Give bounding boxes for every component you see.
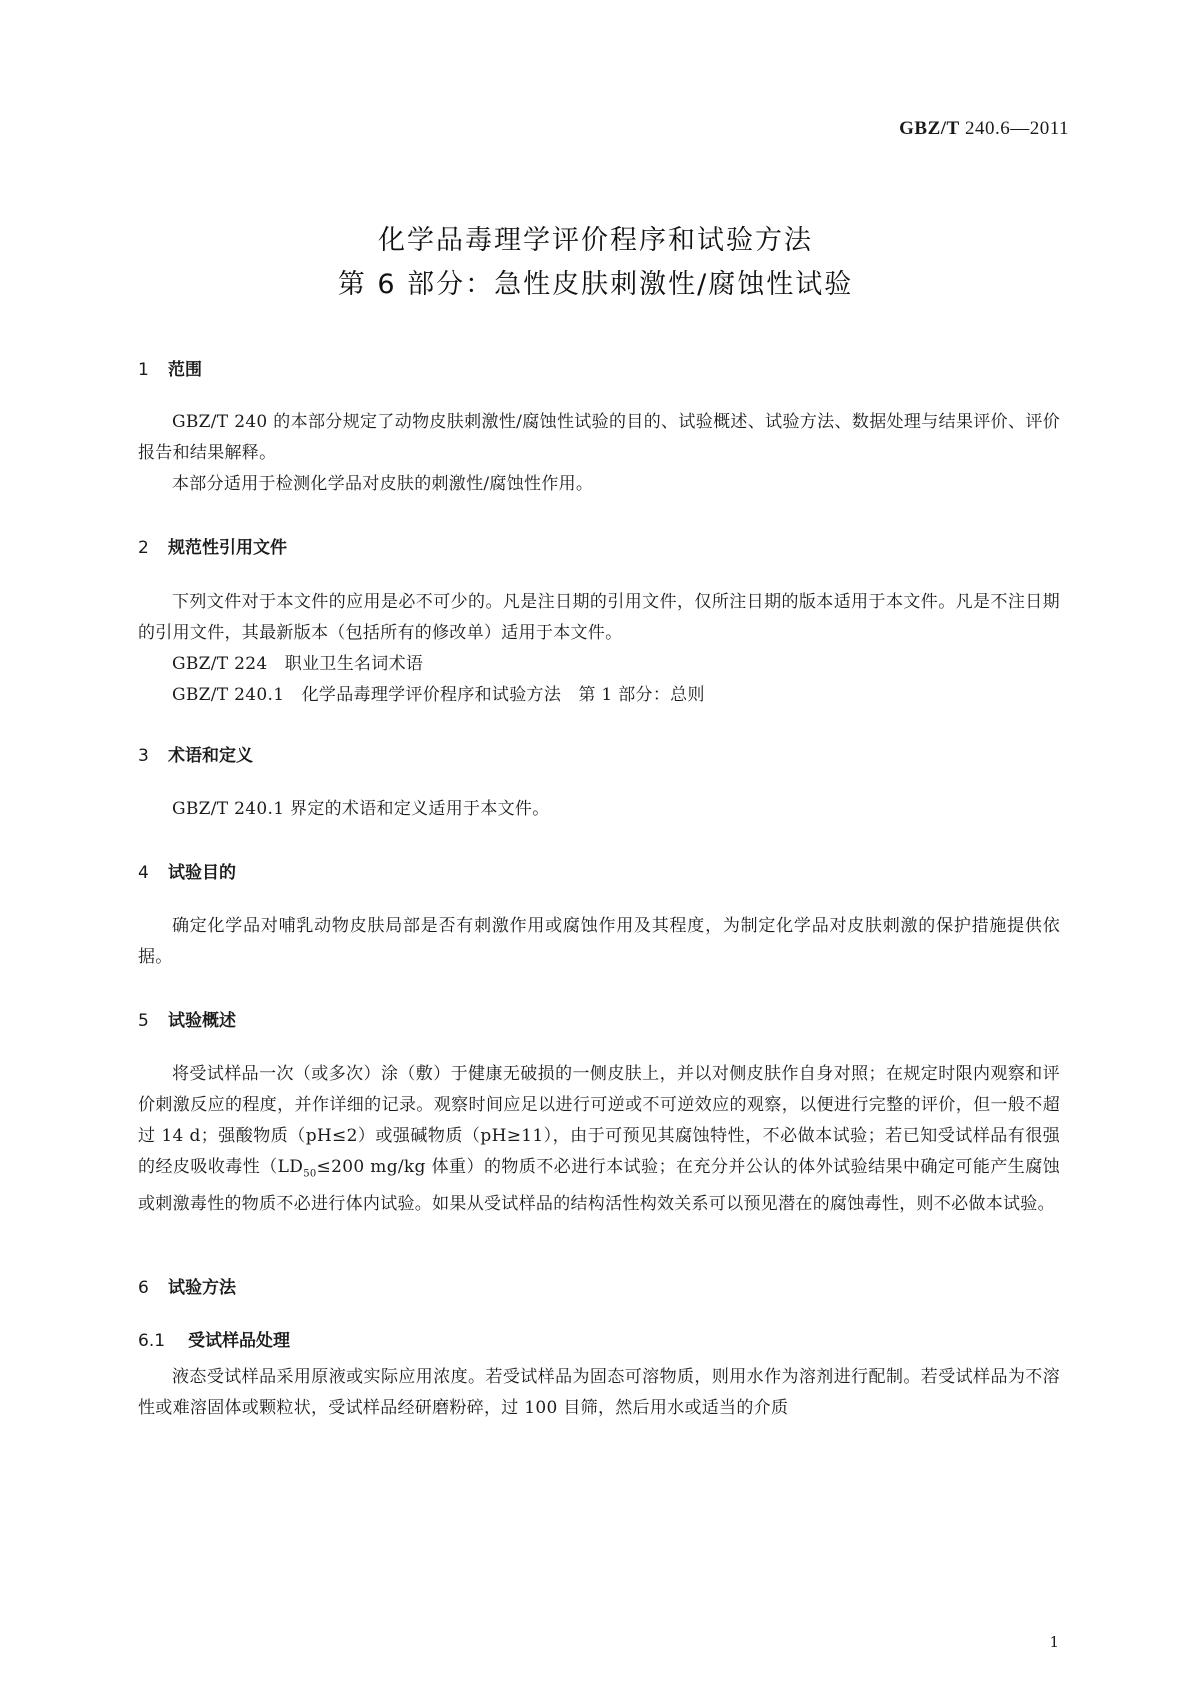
section-1-paragraph-1: GBZ/T 240 的本部分规定了动物皮肤刺激性/腐蚀性试验的目的、试验概述、试验方法、数据处理与结果评价、评价报告和结果解释。 xyxy=(138,412,1060,463)
section-1-heading xyxy=(138,355,202,380)
section-4-heading xyxy=(138,858,236,883)
subsection-6-1-paragraph-1: 液态受试样品采用原液或实际应用浓度。若受试样品为固态可溶物质，则用水作为溶剂进行配制。若受试样品为不溶性或难溶固体或颗粒状，受试样品经研磨粉碎，过 100 目筛，然后用水或适当的介质 xyxy=(138,1367,1060,1418)
subsection-title: 受试样品处理 xyxy=(188,1331,290,1351)
section-number: 1 xyxy=(138,360,149,380)
document-title-line2: 第 6 部分：急性皮肤刺激性/腐蚀性试验 xyxy=(337,269,854,300)
subsection-6-1-heading xyxy=(138,1326,290,1351)
section-2-paragraph-1: 下列文件对于本文件的应用是必不可少的。凡是注日期的引用文件，仅所注日期的版本适用于本文件。凡是不注日期的引用文件，其最新版本（包括所有的修改单）适用于本文件。 xyxy=(138,592,1060,643)
section-2-heading xyxy=(138,533,287,558)
paragraph-text-part-2: ≤200 mg/kg 体重）的物质不必进行本试验；在充分并公认的体外试验结果中确定可能产生腐蚀或刺激毒性的物质不必进行体内试验。如果从受试样品的结构活性构效关系可以预见潜在的腐蚀毒性，则不必做本试验。 xyxy=(138,1157,1061,1215)
ld50-subscript: 50 xyxy=(303,1168,317,1180)
section-number: 3 xyxy=(138,746,149,766)
section-6-heading xyxy=(138,1273,236,1298)
section-title: 范围 xyxy=(168,360,202,380)
normative-reference-2: GBZ/T 240.1 化学品毒理学评价程序和试验方法 第 1 部分：总则 xyxy=(172,685,705,705)
section-5-paragraph-1 xyxy=(138,1059,1060,1220)
page-number: 1 xyxy=(1049,1633,1059,1651)
section-number: 5 xyxy=(138,1011,149,1031)
document-title-line1: 化学品毒理学评价程序和试验方法 xyxy=(378,225,813,256)
section-4-paragraph-1: 确定化学品对哺乳动物皮肤局部是否有刺激作用或腐蚀作用及其程度，为制定化学品对皮肤刺激的保护措施提供依据。 xyxy=(138,916,1060,967)
section-title: 规范性引用文件 xyxy=(168,538,287,558)
standard-code-prefix: GBZ/T xyxy=(899,118,960,139)
normative-reference-1: GBZ/T 224 职业卫生名词术语 xyxy=(172,654,424,674)
section-title: 试验方法 xyxy=(168,1278,236,1298)
section-title: 术语和定义 xyxy=(168,746,253,766)
section-5-heading xyxy=(138,1006,236,1031)
subsection-number: 6.1 xyxy=(138,1331,166,1351)
section-3-heading xyxy=(138,741,253,766)
section-title: 试验目的 xyxy=(168,863,236,883)
section-number: 6 xyxy=(138,1278,149,1298)
section-number: 2 xyxy=(138,538,149,558)
section-1-paragraph-2: 本部分适用于检测化学品对皮肤的刺激性/腐蚀性作用。 xyxy=(172,474,594,494)
standard-code xyxy=(899,118,1069,140)
section-title: 试验概述 xyxy=(168,1011,236,1031)
section-number: 4 xyxy=(138,863,149,883)
section-3-paragraph-1: GBZ/T 240.1 界定的术语和定义适用于本文件。 xyxy=(172,799,550,819)
paragraph-text-part-1: 将受试样品一次（或多次）涂（敷）于健康无破损的一侧皮肤上，并以对侧皮肤作自身对照；在规定时限内观察和评价刺激反应的程度，并作详细的记录。观察时间应足以进行可逆或不可逆效应的观察，以便进行完整的评价，但一般不超过 14 d；强酸物质（pH≤2）或强碱物质（pH≥11），由于可预见其腐蚀特性，不必做本试验；若已知受试样品有很强的经皮吸收毒性（LD xyxy=(138,1064,1060,1177)
standard-code-number: 240.6—2011 xyxy=(959,118,1069,139)
